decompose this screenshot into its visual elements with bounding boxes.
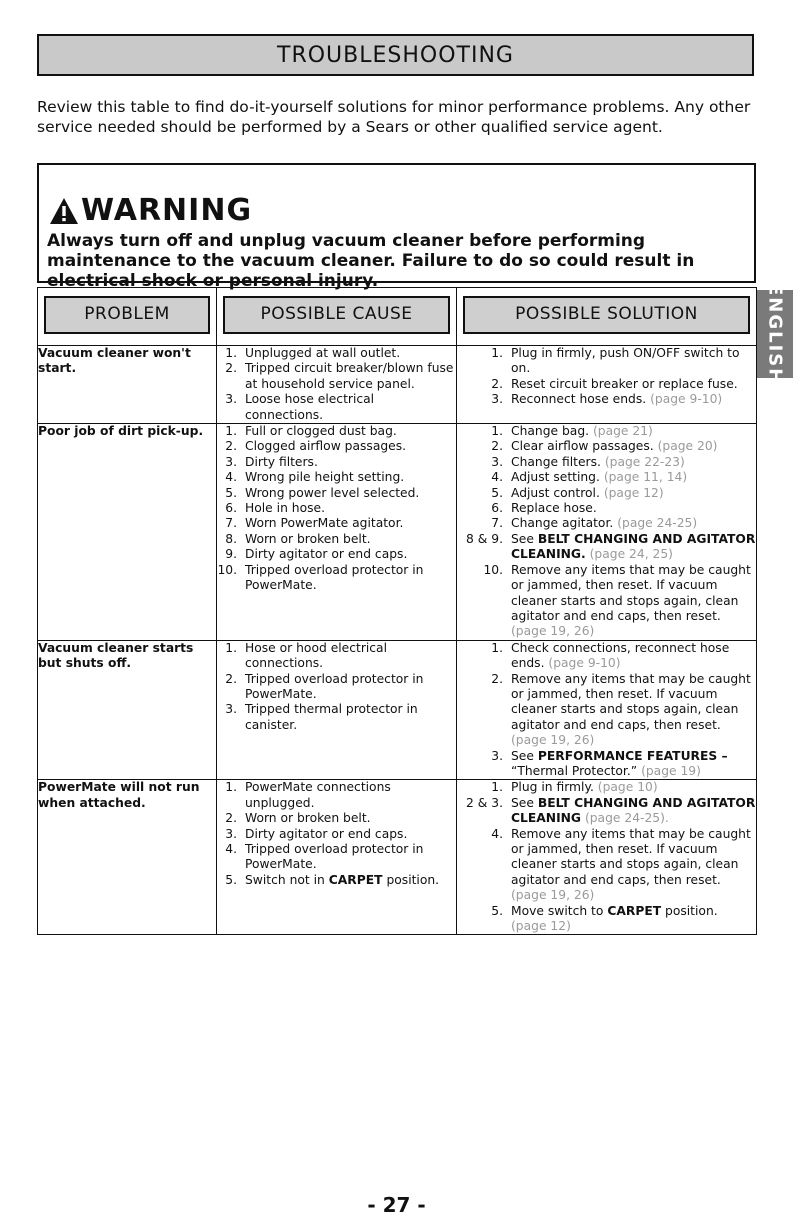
page-reference: (page 10): [597, 780, 658, 795]
item-text: [511, 672, 756, 749]
problem-cell: Vacuum cleaner won't start.: [38, 346, 217, 424]
item-text: [245, 827, 456, 842]
item-text-plain: Reset circuit breaker or replace fuse.: [511, 376, 738, 391]
item-text-plain: PowerMate connections unplugged.: [245, 780, 391, 810]
item-text-prefix: See: [511, 748, 538, 763]
item-number: 8 & 9.: [466, 531, 503, 546]
item-text: [511, 749, 756, 780]
item-text-plain: Change bag.: [511, 424, 590, 439]
item-number: 1.: [225, 780, 237, 795]
page-reference: (page 19, 26): [511, 888, 595, 903]
language-tab: [757, 282, 793, 386]
solution-cell: [457, 346, 757, 424]
cause-item: [217, 346, 456, 361]
cause-item: [217, 827, 456, 842]
problem-cell: Vacuum cleaner starts but shuts off.: [38, 640, 217, 780]
solution-cell: [457, 640, 757, 780]
table-row: [38, 346, 757, 424]
problem-cell: Poor job of dirt pick-up.: [38, 424, 217, 641]
item-text: [245, 532, 456, 547]
cause-item: [217, 424, 456, 439]
page-reference: (page 24, 25): [589, 547, 673, 562]
page-number: - 27 -: [367, 1193, 426, 1217]
item-number: 9.: [225, 547, 237, 562]
solution-item: [457, 749, 756, 780]
solution-item: [457, 424, 756, 439]
item-number: 1.: [491, 640, 503, 655]
cause-item: [217, 439, 456, 454]
item-number: 5.: [491, 903, 503, 918]
solution-item: [457, 563, 756, 640]
table-header-row: [38, 288, 757, 346]
item-number: 3.: [225, 826, 237, 841]
solution-item: [457, 516, 756, 531]
solution-item: [457, 439, 756, 454]
item-text: [511, 486, 756, 501]
item-number: 7.: [491, 516, 503, 531]
item-text: [511, 346, 756, 377]
item-text-suffix: position.: [382, 872, 440, 887]
item-text-plain: Clogged airflow passages.: [245, 439, 407, 454]
cause-item: [217, 842, 456, 873]
item-text-plain: Worn or broken belt.: [245, 531, 371, 546]
item-text-plain: Loose hose electrical connections.: [245, 392, 375, 422]
item-text-plain: Wrong power level selected.: [245, 485, 420, 500]
warning-text: Always turn off and unplug vacuum cleaner before performing maintenance to the vacuum cleaner. Failure to do so could result in electrical shock or personal injury.: [47, 231, 695, 291]
item-text: [245, 501, 456, 516]
item-text: [245, 842, 456, 873]
item-text: [245, 641, 456, 672]
page-reference: (page 24-25).: [584, 811, 669, 826]
item-number: 1.: [491, 424, 503, 439]
item-text-bold: CARPET: [607, 903, 662, 918]
item-text: [511, 455, 756, 470]
item-text: [245, 346, 456, 361]
item-text: [245, 486, 456, 501]
cause-item: [217, 547, 456, 562]
item-text: [245, 811, 456, 826]
item-text-plain: Worn or broken belt.: [245, 811, 371, 826]
item-text: [511, 904, 756, 935]
item-text: [245, 547, 456, 562]
item-text-plain: Tripped overload protector in PowerMate.: [245, 842, 424, 872]
item-number: 4.: [491, 470, 503, 485]
page-reference: (page 9-10): [650, 392, 723, 407]
solution-item: [457, 455, 756, 470]
item-text-prefix: See: [511, 531, 538, 546]
item-text-plain: Dirty agitator or end caps.: [245, 826, 408, 841]
solution-item: [457, 501, 756, 516]
item-number: 3.: [225, 702, 237, 717]
cause-item: [217, 516, 456, 531]
item-text: [511, 796, 756, 827]
cause-item: [217, 563, 456, 594]
page-reference: (page 12): [603, 485, 664, 500]
solution-cell: [457, 780, 757, 935]
item-text-plain: Plug in firmly, push ON/OFF switch to on.: [511, 346, 740, 376]
item-text-bold: CARPET: [328, 872, 383, 887]
item-text-prefix: Switch not in: [245, 872, 329, 887]
item-number: 2.: [225, 811, 237, 826]
title-bar: [37, 34, 754, 76]
cause-item: [217, 486, 456, 501]
solution-item: [457, 827, 756, 904]
problem-cell: PowerMate will not run when attached.: [38, 780, 217, 935]
item-text-suffix: position.: [661, 903, 718, 918]
item-text-plain: Remove any items that may be caught or jammed, then reset. If vacuum cleaner starts and stops again, clean agitator and end caps, then reset.: [511, 562, 751, 623]
page-title: TROUBLESHOOTING: [277, 42, 514, 68]
item-text-plain: Unplugged at wall outlet.: [245, 346, 401, 360]
item-number: 5.: [225, 872, 237, 887]
item-text: [511, 827, 756, 904]
page-reference: (page 24-25): [617, 516, 698, 531]
item-number: 3.: [225, 454, 237, 469]
item-text-plain: Tripped circuit breaker/blown fuse at household service panel.: [245, 361, 454, 391]
item-text: [511, 439, 756, 454]
item-text-bold: PERFORMANCE FEATURES –: [537, 748, 728, 763]
cause-item: [217, 641, 456, 672]
header-problem: PROBLEM: [44, 296, 210, 334]
header-possible-solution: POSSIBLE SOLUTION: [463, 296, 750, 334]
cause-item: [217, 470, 456, 485]
item-text-plain: Hole in hose.: [245, 501, 325, 516]
item-text-plain: Adjust control.: [511, 485, 600, 500]
item-number: 5.: [491, 485, 503, 500]
item-text-plain: Worn PowerMate agitator.: [245, 516, 404, 531]
item-text: [245, 563, 456, 594]
page-reference: (page 22-23): [604, 454, 685, 469]
item-text-bold: BELT CHANGING AND AGITATOR CLEANING: [511, 795, 756, 826]
item-text-bold: BELT CHANGING AND AGITATOR CLEANING.: [511, 531, 756, 562]
item-text-plain: Wrong pile height setting.: [245, 470, 405, 485]
cause-item: [217, 811, 456, 826]
page-reference: (page 19, 26): [511, 733, 595, 748]
warning-box: [37, 163, 756, 291]
solution-item: [457, 796, 756, 827]
item-text-plain: Hose or hood electrical connections.: [245, 640, 388, 671]
solution-item: [457, 346, 756, 377]
solution-item: [457, 470, 756, 485]
item-number: 8.: [225, 531, 237, 546]
item-text-plain: Check connections, reconnect hose ends.: [511, 640, 730, 671]
table-row: [38, 640, 757, 780]
item-number: 1.: [491, 780, 503, 795]
item-text-plain: Dirty filters.: [245, 454, 318, 469]
item-text-prefix: Move switch to: [511, 903, 608, 918]
item-number: 2.: [225, 439, 237, 454]
item-text: [245, 873, 456, 888]
warning-title: WARNING: [81, 193, 253, 228]
item-text: [511, 516, 756, 531]
warning-triangle-icon: [49, 197, 79, 225]
item-number: 1.: [225, 346, 237, 360]
item-number: 2.: [491, 439, 503, 454]
item-text: [511, 563, 756, 640]
item-number: 3.: [491, 748, 503, 763]
item-number: 4.: [225, 470, 237, 485]
item-text-plain: Change agitator.: [511, 516, 614, 531]
cause-item: [217, 532, 456, 547]
cause-cell: [217, 424, 457, 641]
item-text-prefix: See: [511, 795, 538, 810]
solution-item: [457, 392, 756, 407]
item-text-plain: Plug in firmly.: [511, 780, 594, 795]
item-text-plain: Adjust setting.: [511, 470, 600, 485]
cause-item: [217, 702, 456, 733]
item-text: [245, 702, 456, 733]
item-text: [245, 455, 456, 470]
table-row: [38, 424, 757, 641]
cause-item: [217, 455, 456, 470]
item-text: [511, 641, 756, 672]
item-text-plain: Remove any items that may be caught or jammed, then reset. If vacuum cleaner starts and stops again, clean agitator and end caps, then reset.: [511, 826, 751, 887]
cause-item: [217, 501, 456, 516]
cause-cell: [217, 780, 457, 935]
item-number: 4.: [225, 842, 237, 856]
item-number: 6.: [491, 501, 503, 516]
item-text: [245, 424, 456, 439]
page-reference: (page 12): [511, 919, 571, 934]
item-number: 7.: [225, 516, 237, 531]
item-number: 2 & 3.: [466, 795, 503, 810]
item-number: 1.: [225, 640, 237, 655]
item-text: [245, 672, 456, 703]
item-text: [511, 532, 756, 563]
page-reference: (page 20): [657, 439, 718, 454]
item-number: 2.: [491, 376, 503, 391]
item-text: [245, 361, 456, 392]
item-number: 3.: [491, 392, 503, 407]
solution-item: [457, 377, 756, 392]
solution-item: [457, 641, 756, 672]
item-text-plain: Change filters.: [511, 454, 601, 469]
item-number: 3.: [225, 392, 237, 407]
cause-item: [217, 672, 456, 703]
item-text-plain: Tripped thermal protector in canister.: [245, 702, 418, 732]
item-text: [245, 780, 456, 811]
cause-cell: [217, 640, 457, 780]
solution-item: [457, 672, 756, 749]
page-reference: (page 19, 26): [511, 624, 595, 639]
item-number: 5.: [225, 485, 237, 500]
item-text: [511, 377, 756, 392]
item-number: 10.: [483, 562, 503, 577]
item-text: [245, 470, 456, 485]
cause-item: [217, 392, 456, 423]
item-text: [511, 780, 756, 795]
item-text: [245, 392, 456, 423]
item-text-plain: Tripped overload protector in PowerMate.: [245, 671, 424, 701]
item-text-suffix: “Thermal Protector.”: [511, 763, 638, 778]
item-text-plain: Clear airflow passages.: [511, 439, 654, 454]
intro-paragraph: Review this table to find do-it-yourself solutions for minor performance problems. Any other service needed should be performed by a Sears or other qualified service agent.: [37, 98, 751, 136]
item-number: 6.: [225, 501, 237, 516]
item-text-plain: Reconnect hose ends.: [511, 392, 647, 407]
solution-item: [457, 904, 756, 935]
item-number: 2.: [225, 671, 237, 686]
troubleshooting-table: [37, 287, 757, 935]
item-number: 1.: [225, 424, 237, 439]
page-reference: (page 11, 14): [603, 470, 688, 485]
item-number: 10.: [217, 562, 237, 577]
warning-heading: [49, 193, 252, 228]
item-text: [511, 470, 756, 485]
page-reference: (page 21): [592, 424, 653, 439]
page-reference: (page 19): [641, 763, 701, 778]
item-text-plain: Replace hose.: [511, 501, 597, 516]
language-tab-label: ENGLISH: [764, 282, 786, 386]
item-number: 2.: [225, 361, 237, 376]
item-text: [511, 424, 756, 439]
solution-item: [457, 486, 756, 501]
page-reference: (page 9-10): [548, 656, 621, 671]
solution-item: [457, 532, 756, 563]
solution-item: [457, 780, 756, 795]
solution-cell: [457, 424, 757, 641]
item-number: 1.: [491, 346, 503, 360]
table-row: [38, 780, 757, 935]
item-text-plain: Tripped overload protector in PowerMate.: [245, 562, 424, 593]
item-text-plain: Remove any items that may be caught or jammed, then reset. If vacuum cleaner starts and stops again, clean agitator and end caps, then reset.: [511, 671, 751, 732]
item-number: 2.: [491, 671, 503, 686]
cause-cell: [217, 346, 457, 424]
item-text: [245, 439, 456, 454]
cause-item: [217, 361, 456, 392]
item-text: [511, 501, 756, 516]
cause-item: [217, 780, 456, 811]
item-text-plain: Full or clogged dust bag.: [245, 424, 397, 439]
item-text: [511, 392, 756, 407]
item-number: 3.: [491, 454, 503, 469]
header-possible-cause: POSSIBLE CAUSE: [223, 296, 450, 334]
cause-item: [217, 873, 456, 888]
item-text: [245, 516, 456, 531]
item-text-plain: Dirty agitator or end caps.: [245, 547, 408, 562]
item-number: 4.: [491, 826, 503, 841]
